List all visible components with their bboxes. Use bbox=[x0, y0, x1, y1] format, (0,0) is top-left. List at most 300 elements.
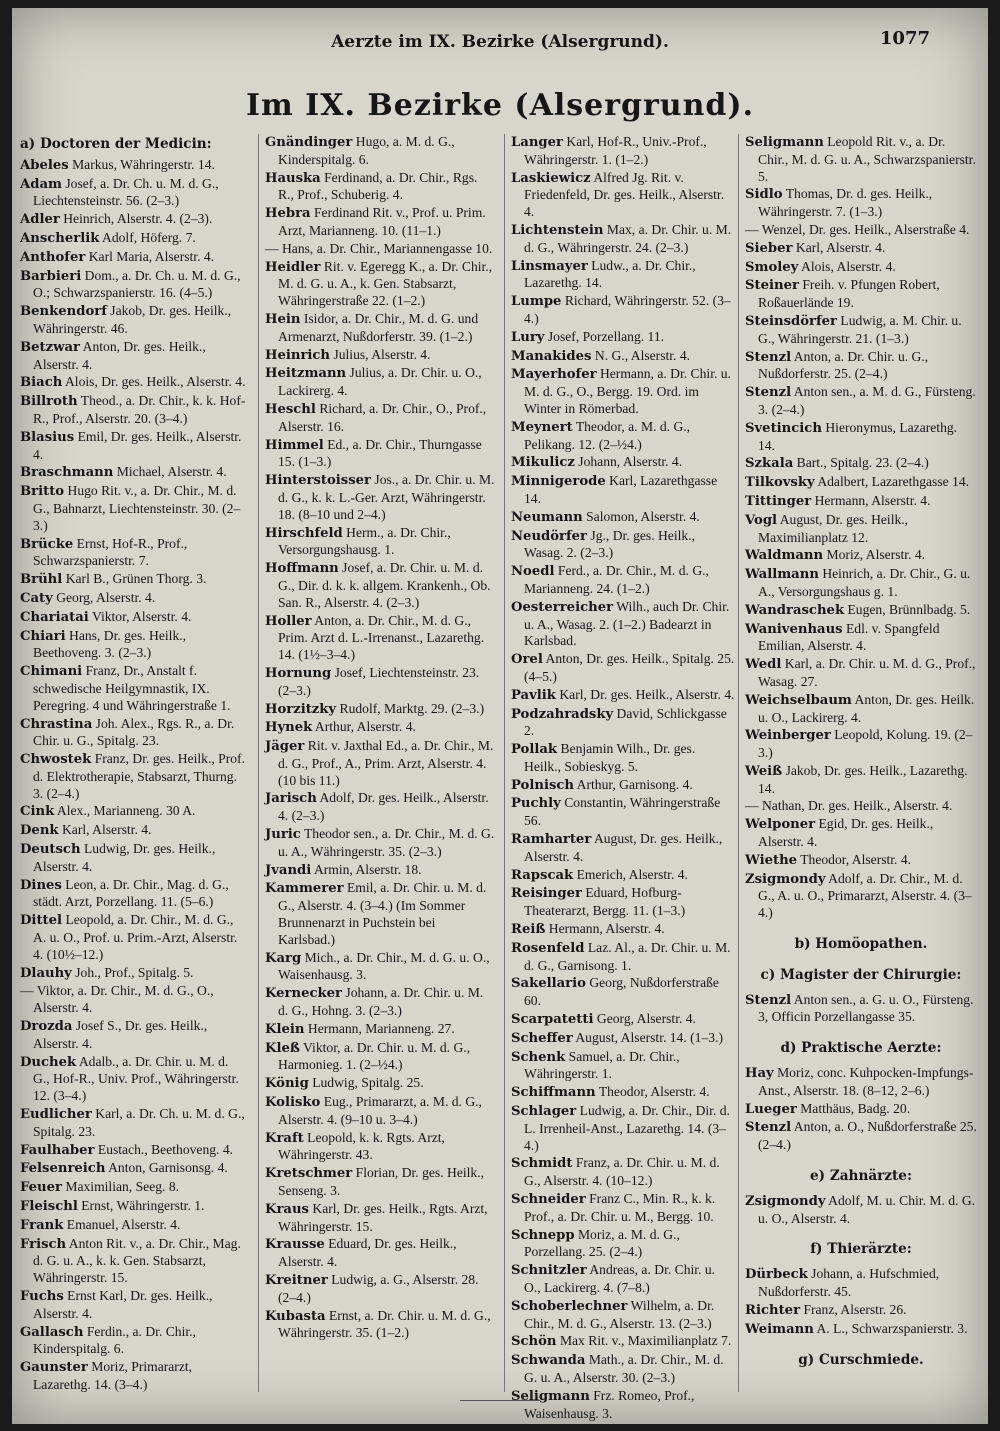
directory-entry bbox=[511, 1262, 735, 1297]
entry-surname: Krausse bbox=[265, 1237, 325, 1253]
directory-entry bbox=[745, 384, 977, 419]
entry-surname: Steiner bbox=[745, 278, 799, 294]
entry-details: Jos., a. Dr. Chir. u. M. d. G., k. k. L.-Ger. Arzt, Währingerstr. 18. (8–10 und 2–4.) bbox=[278, 472, 495, 522]
entry-surname: Chiari bbox=[20, 628, 66, 644]
directory-entry bbox=[20, 822, 248, 840]
directory-entry bbox=[20, 1359, 248, 1394]
directory-entry bbox=[511, 134, 735, 169]
entry-details: Theodor, Alserstr. 4. bbox=[800, 851, 912, 867]
directory-entry bbox=[20, 303, 248, 338]
entry-details: August, Dr. ges. Heilk., Maximilianplatz 12. bbox=[758, 511, 909, 545]
entry-surname: Kraft bbox=[265, 1130, 304, 1146]
entry-surname: Sidlo bbox=[745, 187, 783, 203]
entry-surname: Kammerer bbox=[265, 881, 344, 897]
directory-entry bbox=[745, 763, 977, 798]
entry-details: Franz C., Min. R., k. k. Prof., a. Dr. Chir. u. M., Bergg. 10. bbox=[524, 1191, 716, 1224]
entry-surname: Abeles bbox=[20, 157, 69, 173]
directory-entry bbox=[511, 1030, 735, 1048]
entry-details: Franz, a. Dr. Chir. u. M. d. G., Alserstr. 4. (10–12.) bbox=[524, 1155, 720, 1189]
entry-surname: Stenzl bbox=[745, 385, 792, 401]
entry-surname: Fuchs bbox=[20, 1289, 64, 1304]
entry-details: Franz, Dr. ges. Heilk., Prof. d. Elektrotherapie, Stabsarzt, Thurng. 3. (2–4.) bbox=[33, 751, 245, 801]
entry-surname: Meynert bbox=[511, 419, 573, 435]
entry-surname: Pavlik bbox=[511, 687, 556, 703]
entry-details: Anton, a. Dr. Chir., M. d. G., Prim. Arzt d. L.-Irrenanst., Lazarethg. 14. (1½–3–4.) bbox=[278, 612, 485, 663]
entry-surname: Orel bbox=[511, 652, 543, 668]
entry-details: Hermann, Alserstr. 4. bbox=[548, 921, 665, 937]
entry-details: Eugen, Brünnlbadg. 5. bbox=[847, 601, 971, 617]
entry-surname: Chrastina bbox=[20, 716, 93, 732]
page-number: 1077 bbox=[879, 28, 930, 49]
entry-surname: Jvandi bbox=[265, 862, 312, 878]
entry-surname: Wedl bbox=[745, 657, 782, 673]
directory-entry bbox=[745, 1266, 977, 1301]
entry-surname: Steinsdörfer bbox=[745, 313, 838, 329]
section-heading: f) Thierärzte: bbox=[810, 1241, 912, 1258]
directory-entry bbox=[265, 1094, 495, 1129]
entry-details: Hugo, a. M. d. G., Kinderspitalg. 6. bbox=[278, 134, 455, 167]
directory-entry bbox=[511, 687, 735, 705]
entry-surname: Felsenreich bbox=[20, 1161, 106, 1177]
directory-entry bbox=[20, 965, 248, 983]
entry-surname: Hynek bbox=[265, 720, 313, 736]
section-heading: b) Homöopathen. bbox=[794, 936, 928, 953]
entry-surname: Betzwar bbox=[20, 339, 80, 355]
entry-surname: Neumann bbox=[511, 509, 583, 525]
entry-surname: Cink bbox=[20, 804, 55, 820]
directory-entry bbox=[265, 862, 495, 880]
entry-surname: Billroth bbox=[20, 394, 78, 410]
entry-surname: Feuer bbox=[20, 1180, 62, 1196]
directory-entry bbox=[20, 536, 248, 571]
entry-details: Edl. v. Spangfeld Emilian, Alserstr. 4. bbox=[758, 620, 940, 654]
entry-surname: Weinberger bbox=[745, 728, 831, 744]
directory-entry bbox=[511, 1011, 735, 1029]
entry-surname: Neudörfer bbox=[511, 528, 588, 544]
entry-surname: Anthofer bbox=[20, 249, 86, 265]
entry-surname: Britto bbox=[20, 484, 65, 500]
entry-details: Adolf, a. Dr. Chir., M. d. G., A. u. O., Primararzt, Alserstr. 4. (3–4.) bbox=[758, 870, 972, 921]
entry-surname: Adam bbox=[20, 176, 62, 192]
directory-entry bbox=[745, 455, 977, 473]
entry-details: Theodor sen., a. Dr. Chir., M. d. G. u. A., Währingerstr. 35. (2–3.) bbox=[278, 826, 495, 859]
entry-details: David, Schlickgasse 2. bbox=[524, 705, 727, 739]
entry-surname: Smoley bbox=[745, 259, 799, 275]
directory-entry bbox=[20, 429, 248, 464]
entry-surname: Karg bbox=[265, 950, 302, 966]
directory-entry bbox=[265, 1075, 495, 1093]
entry-details: Anton, a. Dr. Chir. u. G., Nußdorferstr. 25. (2–4.) bbox=[758, 348, 929, 382]
entry-surname: Mayerhofer bbox=[511, 367, 597, 383]
entry-details: Jakob, Dr. ges. Heilk., Lazarethg. 14. bbox=[758, 762, 968, 796]
directory-entry bbox=[511, 885, 735, 920]
directory-entry bbox=[265, 1130, 495, 1165]
entry-surname: Jarisch bbox=[265, 791, 317, 807]
entry-surname: Reiß bbox=[511, 922, 546, 938]
entry-surname: Kreitner bbox=[265, 1273, 328, 1288]
entry-details: Georg, Alserstr. 4. bbox=[56, 589, 156, 605]
directory-entry bbox=[745, 992, 977, 1027]
entry-surname: Biach bbox=[20, 375, 63, 391]
entry-surname: Eudlicher bbox=[20, 1107, 92, 1123]
directory-entry bbox=[20, 157, 248, 175]
entry-details: Ludwig, a. G., Alserstr. 28. (2–4.) bbox=[278, 1272, 479, 1305]
entry-surname: Chimani bbox=[20, 664, 83, 680]
entry-details: Julius, Alserstr. 4. bbox=[333, 346, 431, 362]
entry-surname: Tittinger bbox=[745, 493, 812, 509]
entry-details: Heinrich, a. Dr. Chir., G. u. A., Versorgungshaus g. 1. bbox=[758, 566, 971, 599]
entry-surname: Deutsch bbox=[20, 842, 81, 858]
directory-entry bbox=[20, 249, 248, 267]
entry-details: Max, a. Dr. Chir. u. M. d. G., Währingerstr. 24. (2–3.) bbox=[524, 221, 732, 255]
running-head: Aerzte im IX. Bezirke (Alsergrund). bbox=[331, 32, 669, 52]
entry-details: Adolf, Dr. ges. Heilk., Alserstr. 4. (2–3.) bbox=[278, 790, 489, 824]
directory-entry bbox=[745, 692, 977, 727]
entry-details: Adolf, M. u. Chir. M. d. G. u. O., Alserstr. 4. bbox=[758, 1192, 976, 1226]
directory-entry bbox=[745, 566, 977, 601]
directory-entry bbox=[265, 1308, 495, 1343]
entry-surname: Scheffer bbox=[511, 1030, 573, 1046]
entry-surname: Laskiewicz bbox=[511, 170, 591, 186]
directory-entry bbox=[265, 205, 495, 240]
directory-entry bbox=[511, 528, 735, 563]
entry-details: Math., a. Dr. Chir., M. d. G. u. A., Alserstr. 30. (2–3.) bbox=[524, 1352, 724, 1385]
directory-entry bbox=[511, 170, 735, 221]
entry-surname: Holler bbox=[265, 613, 312, 629]
entry-surname: Duchek bbox=[20, 1054, 77, 1070]
entry-surname: Kernecker bbox=[265, 986, 342, 1002]
entry-surname: Drozda bbox=[20, 1019, 73, 1035]
directory-entry bbox=[745, 1119, 977, 1154]
directory-entry bbox=[20, 1054, 248, 1105]
entry-details: Ludw., a. Dr. Chir., Lazarethg. 14. bbox=[524, 257, 696, 291]
entry-details: Adalbert, Lazarethgasse 14. bbox=[817, 474, 970, 490]
directory-entry bbox=[745, 816, 977, 851]
entry-surname: Oesterreicher bbox=[511, 599, 614, 615]
entry-surname: Puchly bbox=[511, 796, 561, 812]
entry-surname: Benkendorf bbox=[20, 304, 107, 320]
directory-entry bbox=[511, 867, 735, 885]
entry-details: Hermann, Alserstr. 4. bbox=[814, 492, 931, 508]
entry-details: August, Alserstr. 14. (1–3.) bbox=[575, 1029, 723, 1045]
directory-entry bbox=[265, 401, 495, 436]
entry-surname: Welponer bbox=[745, 817, 816, 833]
entry-details: Emerich, Alserstr. 4. bbox=[576, 866, 688, 882]
entry-details: Josef, Porzellang. 11. bbox=[547, 328, 665, 344]
directory-entry bbox=[511, 1388, 735, 1423]
directory-entry bbox=[20, 841, 248, 876]
directory-entry bbox=[745, 349, 977, 384]
entry-details: Karl B., Grünen Thorg. 3. bbox=[65, 571, 207, 587]
entry-details: Joh., Prof., Spitalg. 5. bbox=[75, 964, 194, 980]
entry-surname: Horzitzky bbox=[265, 701, 337, 717]
entry-details: Georg, Nußdorferstraße 60. bbox=[524, 975, 719, 1009]
directory-entry bbox=[745, 420, 977, 455]
entry-details: Anton sen., a. G. u. O., Fürsteng. 3, Officin Porzellangasse 35. bbox=[758, 991, 974, 1025]
directory-entry bbox=[265, 134, 495, 169]
directory-entry bbox=[745, 621, 977, 656]
entry-details: Josef S., Dr. ges. Heilk., Alserstr. 4. bbox=[33, 1018, 208, 1051]
directory-entry bbox=[511, 419, 735, 454]
directory-entry bbox=[20, 339, 248, 374]
entry-details: N. G., Alserstr. 4. bbox=[594, 347, 691, 363]
directory-entry bbox=[20, 663, 248, 714]
entry-surname: Blasius bbox=[20, 429, 75, 445]
entry-details: Hans, Dr. ges. Heilk., Beethoveng. 3. (2–3.) bbox=[33, 627, 187, 661]
entry-surname: König bbox=[265, 1076, 309, 1092]
entry-details: Adolf, Höferg. 7. bbox=[102, 229, 196, 245]
directory-entry bbox=[511, 1352, 735, 1387]
entry-surname: Dürbeck bbox=[745, 1267, 808, 1283]
directory-entry bbox=[511, 777, 735, 795]
entry-details: Johann, a. Hufschmied, Nußdorferstr. 45. bbox=[758, 1266, 940, 1300]
entry-surname: Brühl bbox=[20, 572, 63, 588]
entry-surname: Hornung bbox=[265, 665, 332, 681]
directory-entry bbox=[511, 1298, 735, 1333]
column-2 bbox=[258, 134, 495, 1392]
entry-details: Theodor, a. M. d. G., Pelikang. 12. (2–½4.) bbox=[524, 418, 691, 452]
section-heading: c) Magister der Chirurgie: bbox=[760, 966, 962, 983]
directory-entry bbox=[745, 493, 977, 511]
entry-surname: Himmel bbox=[265, 437, 324, 453]
entry-surname: Klein bbox=[265, 1021, 305, 1037]
entry-details: Andreas, a. Dr. Chir. u. O., Lackirerg. 4. (7–8.) bbox=[524, 1262, 716, 1295]
entry-surname: Vogl bbox=[745, 512, 778, 528]
directory-entry bbox=[20, 609, 248, 627]
entry-details: Frz. Romeo, Prof., Waisenhausg. 3. bbox=[524, 1387, 695, 1421]
entry-details: Theodor, Alserstr. 4. bbox=[598, 1084, 710, 1100]
entry-surname: Scarpatetti bbox=[511, 1012, 594, 1028]
directory-entry bbox=[511, 599, 735, 650]
entry-details: Karl, Dr. ges. Heilk., Alserstr. 4. bbox=[559, 686, 735, 702]
column-3 bbox=[504, 134, 735, 1421]
entry-details: Ferd., a. Dr. Chir., M. d. G., Marianneng. 24. (1–2.) bbox=[524, 563, 709, 596]
entry-surname: Lichtenstein bbox=[511, 222, 604, 238]
entry-details: Matthäus, Badg. 20. bbox=[800, 1100, 911, 1116]
directory-entry bbox=[511, 651, 735, 686]
entry-surname: Juric bbox=[265, 827, 301, 843]
directory-entry bbox=[20, 590, 248, 608]
directory-entry bbox=[511, 921, 735, 939]
directory-entry bbox=[511, 1155, 735, 1190]
directory-entry bbox=[745, 852, 977, 870]
entry-surname: Lueger bbox=[745, 1101, 797, 1117]
directory-entry bbox=[265, 790, 495, 825]
directory-entry bbox=[20, 751, 248, 802]
entry-surname: Weichselbaum bbox=[745, 692, 852, 708]
entry-details: Josef, a. Dr. Chir. u. M. d. G., Dir. d. k. k. allgem. Krankenh., Ob. San. R., Alserstr. 4. (2–3.) bbox=[278, 560, 491, 610]
directory-entry bbox=[20, 1324, 248, 1359]
entry-surname: Hay bbox=[745, 1066, 774, 1082]
entry-details: Hermann, a. Dr. Chir. u. M. d. G., O., Bergg. 19. Ord. im Winter in Römerbad. bbox=[524, 366, 731, 416]
entry-details: Leon, a. Dr. Chir., Mag. d. G., städt. Arzt, Porzellang. 11. (5–6.) bbox=[33, 876, 229, 910]
end-rule bbox=[460, 1400, 540, 1401]
entry-surname: Zsigmondy bbox=[745, 1193, 826, 1209]
directory-entry bbox=[265, 985, 495, 1020]
entry-details: Egid, Dr. ges. Heilk., Alserstr. 4. bbox=[758, 816, 934, 850]
entry-surname: Kraus bbox=[265, 1201, 309, 1217]
directory-entry bbox=[511, 741, 735, 776]
directory-entry bbox=[20, 803, 248, 821]
directory-entry bbox=[511, 975, 735, 1010]
directory-entry bbox=[20, 1018, 248, 1053]
directory-entry bbox=[265, 311, 495, 346]
entry-surname: Kleß bbox=[265, 1040, 300, 1056]
entry-details: Mich., a. Dr. Chir., M. d. G. u. O., Waisenhausg. 3. bbox=[278, 949, 490, 983]
entry-details: Leopold, Kolung. 19. (2–3.) bbox=[758, 727, 973, 761]
entry-surname: Chariatai bbox=[20, 609, 89, 625]
directory-entry bbox=[265, 437, 495, 472]
entry-details: Karl Maria, Alserstr. 4. bbox=[88, 248, 215, 264]
entry-surname: Pollak bbox=[511, 742, 558, 758]
directory-entry bbox=[265, 1201, 495, 1236]
entry-details: Alfred Jg. Rit. v. Friedenfeld, Dr. ges. Heilk., Alserstr. 4. bbox=[524, 169, 725, 220]
directory-entry bbox=[511, 706, 735, 741]
entry-surname: Adler bbox=[20, 212, 60, 228]
entry-details: Armin, Alserstr. 18. bbox=[313, 861, 422, 877]
entry-details: Richard, Währingerstr. 52. (3–4.) bbox=[524, 293, 731, 326]
section-heading: g) Curschmiede. bbox=[798, 1352, 924, 1369]
entry-surname: Schlager bbox=[511, 1104, 577, 1120]
entry-surname: Manakides bbox=[511, 348, 592, 364]
entry-surname: Stenzl bbox=[745, 349, 792, 365]
entry-surname: Hoffmann bbox=[265, 561, 339, 577]
directory-entry bbox=[20, 1160, 248, 1178]
section-heading: d) Praktische Aerzte: bbox=[780, 1040, 942, 1057]
directory-entry bbox=[745, 277, 977, 312]
directory-entry bbox=[745, 656, 977, 691]
directory-entry bbox=[745, 259, 977, 277]
entry-details: Karl, Hof-R., Univ.-Prof., Währingerstr. 1. (1–2.) bbox=[524, 134, 707, 167]
entry-details: Moriz, Alserstr. 4. bbox=[826, 547, 926, 563]
entry-details: Eduard, Hofburg-Theaterarzt, Bergg. 11. (1–3.) bbox=[524, 885, 686, 919]
entry-details: Alex., Marianneng. 30 A. bbox=[56, 803, 196, 819]
directory-entry bbox=[511, 222, 735, 257]
entry-details: Ferdin., a. Dr. Chir., Kinderspitalg. 6. bbox=[33, 1323, 196, 1357]
directory-entry bbox=[511, 563, 735, 598]
directory-entry bbox=[265, 738, 495, 789]
directory-entry bbox=[265, 665, 495, 700]
entry-surname: Dines bbox=[20, 877, 62, 893]
directory-entry bbox=[511, 473, 735, 508]
directory-entry bbox=[745, 512, 977, 547]
entry-surname: Reisinger bbox=[511, 886, 582, 902]
entry-details: Eustach., Beethoveng. 4. bbox=[97, 1141, 234, 1157]
entry-surname: Wallmann bbox=[745, 567, 819, 583]
entry-surname: Schnepp bbox=[511, 1227, 575, 1243]
entry-surname: Kolisko bbox=[265, 1095, 321, 1111]
entry-details: Emanuel, Alserstr. 4. bbox=[66, 1216, 181, 1232]
directory-columns bbox=[20, 134, 977, 1421]
entry-details: August, Dr. ges. Heilk., Alserstr. 4. bbox=[524, 831, 723, 864]
directory-entry: — Wenzel, Dr. ges. Heilk., Alserstraße 4. bbox=[745, 221, 970, 237]
entry-surname: Stenzl bbox=[745, 992, 792, 1008]
entry-details: Joh. Alex., Rgs. R., a. Dr. Chir. u. G., Spitalg. 23. bbox=[33, 715, 235, 749]
entry-details: Franz, Dr., Anstalt f. schwedische Heilgymnastik, IX. Peregring. 4 und Währingerstraße 1. bbox=[33, 663, 231, 713]
directory-entry bbox=[265, 719, 495, 737]
entry-details: Maximilian, Seeg. 8. bbox=[65, 1179, 180, 1195]
entry-details: Isidor, a. Dr. Chir., M. d. G. und Armenarzt, Nußdorferstr. 39. (1–2.) bbox=[278, 310, 479, 344]
entry-details: Jakob, Dr. ges. Heilk., Währingerstr. 46. bbox=[33, 303, 232, 336]
entry-surname: Hein bbox=[265, 311, 301, 327]
directory-entry bbox=[20, 1142, 248, 1160]
directory-entry bbox=[265, 365, 495, 400]
entry-details: Jg., Dr. ges. Heilk., Wasag. 2. (2–3.) bbox=[524, 527, 696, 561]
directory-entry bbox=[745, 602, 977, 620]
entry-surname: Hinterstoisser bbox=[265, 473, 371, 489]
directory-entry bbox=[20, 877, 248, 912]
directory-entry bbox=[745, 474, 977, 492]
entry-details: Anton sen., a. M. d. G., Fürsteng. 3. (2–4.) bbox=[758, 384, 976, 417]
entry-details: Johann, a. Dr. Chir. u. M. d. G., Hohng. 3. (2–3.) bbox=[278, 985, 484, 1019]
entry-surname: Noedl bbox=[511, 564, 555, 580]
entry-details: Florian, Dr. ges. Heilk., Senseng. 3. bbox=[278, 1165, 485, 1199]
entry-details: Alois, Dr. ges. Heilk., Alserstr. 4. bbox=[64, 374, 246, 390]
entry-details: Markus, Währingerstr. 14. bbox=[72, 156, 215, 172]
entry-details: Alois, Alserstr. 4. bbox=[801, 258, 896, 274]
entry-details: Karl, Alserstr. 4. bbox=[61, 822, 152, 838]
entry-details: Theod., a. Dr. Chir., k. k. Hof-R., Prof., Alserstr. 20. (3–4.) bbox=[33, 393, 246, 426]
directory-entry bbox=[20, 628, 248, 663]
column-4 bbox=[738, 134, 977, 1392]
entry-details: Julius, a. Dr. Chir. u. O., Lackirerg. 4. bbox=[278, 365, 482, 399]
column-1 bbox=[20, 134, 248, 1392]
entry-details: Rudolf, Marktg. 29. (2–3.) bbox=[339, 700, 485, 716]
entry-details: Moriz, a. M. d. G., Porzellang. 25. (2–4.) bbox=[524, 1226, 680, 1260]
directory-entry bbox=[511, 258, 735, 293]
entry-surname: Wandraschek bbox=[745, 602, 845, 618]
entry-details: Ludwig, Spitalg. 25. bbox=[312, 1075, 424, 1091]
entry-surname: Wanivenhaus bbox=[745, 621, 843, 637]
entry-details: Thomas, Dr. d. ges. Heilk., Währingerstr. 7. (1–3.) bbox=[758, 186, 933, 220]
entry-details: Ernst, Hof-R., Prof., Schwarzspanierstr. 7. bbox=[33, 535, 188, 569]
directory-entry bbox=[265, 1021, 495, 1039]
entry-surname: Linsmayer bbox=[511, 258, 588, 274]
entry-details: Georg, Alserstr. 4. bbox=[596, 1011, 696, 1027]
entry-details: Benjamin Wilh., Dr. ges. Heilk., Sobieskyg. 5. bbox=[524, 741, 696, 774]
entry-details: Anton Rit. v., a. Dr. Chir., Mag. d. G. u. A., k. k. Gen. Stabsarzt, Währingerstr. 15. bbox=[33, 1235, 241, 1286]
entry-details: Ludwig, a. Dr. Chir., Dir. d. L. Irrenheil-Anst., Lazarethg. 14. (3–4.) bbox=[524, 1103, 730, 1153]
directory-entry bbox=[745, 547, 977, 565]
entry-details: Wilh., auch Dr. Chir. u. A., Wasag. 2. (1–2.) Badearzt in Karlsbad. bbox=[524, 598, 730, 649]
entry-surname: Minnigerode bbox=[511, 474, 606, 490]
entry-details: Arthur, Alserstr. 4. bbox=[314, 719, 416, 735]
directory-entry bbox=[745, 727, 977, 762]
entry-details: Leopold, k. k. Rgts. Arzt, Währingerstr. 43. bbox=[278, 1129, 445, 1163]
entry-details: Karl, a. Dr. Chir. u. M. d. G., Prof., Wasag. 27. bbox=[758, 656, 976, 689]
directory-entry bbox=[745, 313, 977, 348]
entry-surname: Kubasta bbox=[265, 1308, 326, 1324]
directory-entry bbox=[20, 268, 248, 303]
entry-details: Richard, a. Dr. Chir., O., Prof., Alserstr. 16. bbox=[278, 400, 487, 434]
directory-entry bbox=[511, 329, 735, 347]
entry-details: Karl, Lazarethgasse 14. bbox=[524, 473, 718, 506]
entry-surname: Schneider bbox=[511, 1192, 586, 1208]
entry-surname: Sieber bbox=[745, 240, 793, 256]
entry-surname: Schön bbox=[511, 1334, 557, 1350]
entry-details: Karl, a. Dr. Ch. u. M. d. G., Spitalg. 23. bbox=[33, 1106, 245, 1139]
entry-surname: Lumpe bbox=[511, 294, 562, 310]
entry-surname: Hebra bbox=[265, 206, 311, 222]
entry-details: Anton, a. O., Nußdorferstraße 25. (2–4.) bbox=[758, 1119, 977, 1153]
directory-entry bbox=[20, 374, 248, 392]
entry-surname: Hirschfeld bbox=[265, 525, 343, 541]
directory-entry bbox=[511, 831, 735, 866]
directory-entry bbox=[265, 826, 495, 861]
entry-details: Wilhelm, a. Dr. Chir., M. d. G., Alserstr. 13. (2–3.) bbox=[524, 1297, 715, 1331]
entry-surname: Barbieri bbox=[20, 268, 82, 284]
entry-details: Ernst, Währingerstr. 1. bbox=[81, 1198, 205, 1214]
